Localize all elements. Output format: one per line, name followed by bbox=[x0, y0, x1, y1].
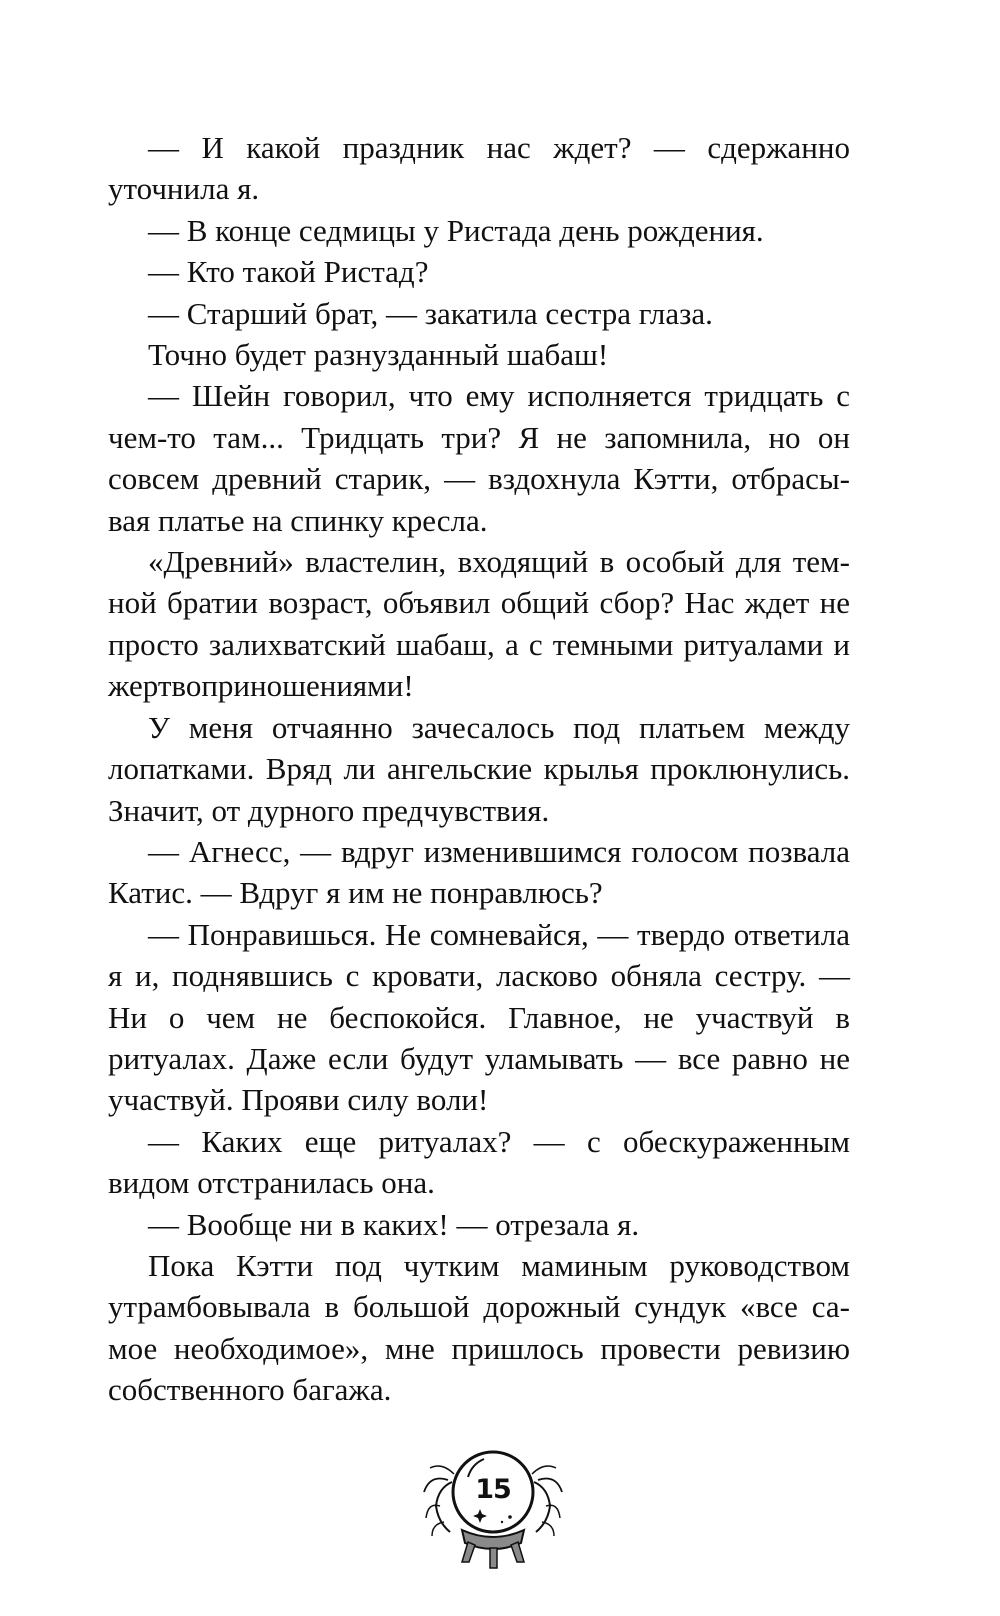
paragraph: — И какой праздник нас ждет? — сдержанно уточнила я. bbox=[108, 130, 850, 207]
paragraph: У меня отчаянно зачесалось под платьем между лопатками. Вряд ли ангельские крылья проклюнулись. Значит, от дурного предчувствия. bbox=[108, 709, 850, 828]
paragraph: «Древний» властелин, входящий в особый для темной братии возраст, объявил общий сбор? Нас ждет не просто залихватский шабаш, а с темными ритуалами и жертвоприношениями! bbox=[108, 544, 850, 704]
page-number-ornament bbox=[418, 1422, 568, 1572]
paragraph: — В конце седмицы у Ристада день рождения. bbox=[148, 212, 764, 248]
paragraph: — Понравишься. Не сомневайся, — твердо ответила я и, поднявшись с кровати, ласково обняла сестру. — Ни о чем не беспокойся. Главное, не участвуй в ритуалах. Даже если будут уламывать — все равно не участвуй. Прояви силу воли! bbox=[108, 916, 850, 1118]
paragraph: — Шейн говорил, что ему исполняется тридцать с чем-то там... Тридцать три? Я не запомнила, но он совсем древний старик, — вздохнула Кэтти, отбрасывая платье на спинку кресла. bbox=[108, 378, 850, 538]
paragraph: Точно будет разнузданный шабаш! bbox=[148, 337, 609, 373]
paragraph: Пока Кэтти под чутким маминым руководством утрамбовывала в большой дорожный сундук «все самое необходимое», мне пришлось провести ревизию собственного багажа. bbox=[108, 1247, 850, 1408]
page-number: 15 bbox=[475, 1474, 511, 1505]
paragraph: — Агнесс, — вдруг изменившимся голосом позвала Катис. — Вдруг я им не понравлюсь? bbox=[108, 833, 850, 911]
paragraph: — Кто такой Ристад? bbox=[148, 254, 429, 290]
paragraph: — Каких еще ритуалах? — с обескураженным видом отстранилась она. bbox=[108, 1123, 850, 1201]
paragraph: — Вообще ни в каких! — отрезала я. bbox=[148, 1206, 640, 1242]
page-body bbox=[108, 127, 850, 1411]
paragraph: — Старший брат, — закатила сестра глаза. bbox=[148, 295, 713, 331]
